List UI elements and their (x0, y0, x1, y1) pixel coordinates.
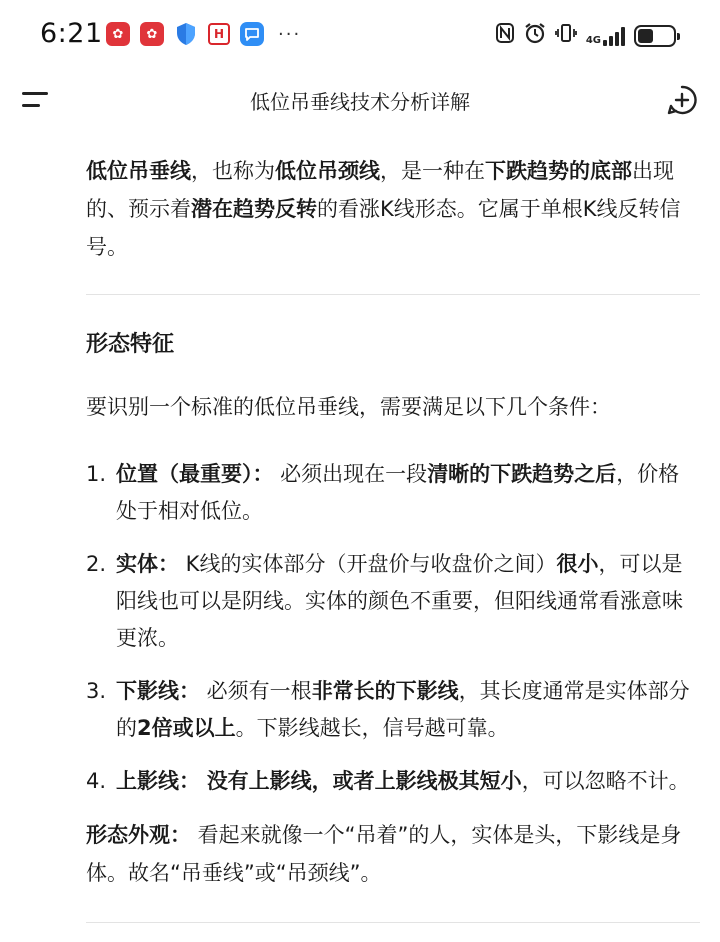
huawei-app-icon: ✿ (106, 22, 130, 46)
status-time: 6:21 (40, 18, 103, 49)
intro-text-3: 出现的、预示着 (86, 159, 674, 221)
intro-text-4: 的看涨K线形态。它属于单根K线反转信号。 (86, 197, 681, 259)
new-chat-icon[interactable] (666, 84, 698, 116)
list-item-emphasis: 清晰的下跌趋势之后 (427, 462, 617, 486)
section-lead: 要识别一个标准的低位吊垂线，需要满足以下几个条件： (86, 395, 611, 419)
list-item-number: 4. (86, 769, 107, 793)
list-item-text: 。下影线越长，信号越可靠。 (235, 716, 509, 740)
shield-icon (174, 22, 198, 46)
nfc-icon (495, 22, 515, 49)
list-item-text: 必须出现在一段 (273, 462, 428, 486)
more-notifications-icon: ··· (278, 23, 302, 45)
network-indicator (586, 26, 625, 46)
list-item-text: 必须有一根 (200, 679, 312, 703)
list-item-number: 3. (86, 679, 107, 703)
list-item-label: 下影线： (116, 679, 200, 703)
alarm-icon (524, 22, 546, 49)
app-header (0, 72, 720, 128)
list-item-number: 1. (86, 462, 107, 486)
list-item-emphasis: 2倍或以上 (137, 716, 236, 740)
conditions-list (86, 456, 700, 800)
list-item-text: K线的实体部分（开盘价与收盘价之间） (179, 552, 557, 576)
intro-term-2: 低位吊颈线 (275, 159, 380, 183)
intro-text-1: ，也称为 (191, 159, 275, 183)
list-item-text: ，可以是阳线也可以是阴线。实体的颜色不重要，但阳线通常看涨意味更浓。 (116, 552, 683, 650)
list-item (86, 546, 700, 657)
network-type-label: 4G (585, 34, 601, 46)
list-item (86, 673, 700, 747)
intro-term-4: 潜在趋势反转 (191, 197, 317, 221)
message-app-icon (240, 22, 264, 46)
status-bar (0, 0, 720, 70)
section-title: 形态特征 (86, 332, 175, 357)
page-title: 低位吊垂线技术分析详解 (250, 90, 470, 114)
system-icons (495, 22, 676, 49)
intro-term-1: 低位吊垂线 (86, 159, 191, 183)
huawei-app-icon-2: ✿ (140, 22, 164, 46)
list-item-text: ，其长度通常是实体部分的 (116, 679, 690, 740)
appearance-label: 形态外观： (86, 823, 191, 847)
intro-term-3: 下跌趋势的底部 (485, 159, 632, 183)
list-item-emphasis: 很小 (556, 552, 599, 576)
list-item (86, 763, 700, 800)
article-content (86, 150, 700, 923)
list-item-label: 实体： (116, 552, 179, 576)
appearance-paragraph (86, 816, 700, 892)
list-item-label: 位置（最重要）： (116, 462, 274, 486)
section-divider (86, 294, 700, 295)
list-item-number: 2. (86, 552, 107, 576)
signal-strength-icon (603, 26, 625, 46)
notification-icons (106, 22, 301, 46)
list-item (86, 456, 700, 530)
list-item-text: ，可以忽略不计。 (521, 769, 690, 793)
news-app-icon: H (208, 23, 230, 45)
list-item-text: ，价格处于相对低位。 (116, 462, 680, 523)
intro-text-2: ，是一种在 (380, 159, 485, 183)
intro-paragraph (86, 152, 700, 266)
vibrate-icon (555, 22, 577, 49)
list-item-emphasis: 没有上影线，或者上影线极其短小 (206, 769, 522, 793)
list-item-label: 上影线： (116, 769, 200, 793)
appearance-text: 看起来就像一个“吊着”的人，实体是头，下影线是身体。故名“吊垂线”或“吊颈线”。 (86, 823, 682, 885)
bottom-divider (86, 922, 700, 923)
list-item-text (200, 769, 207, 793)
list-item-emphasis: 非常长的下影线 (311, 679, 459, 703)
battery-icon (634, 25, 676, 47)
